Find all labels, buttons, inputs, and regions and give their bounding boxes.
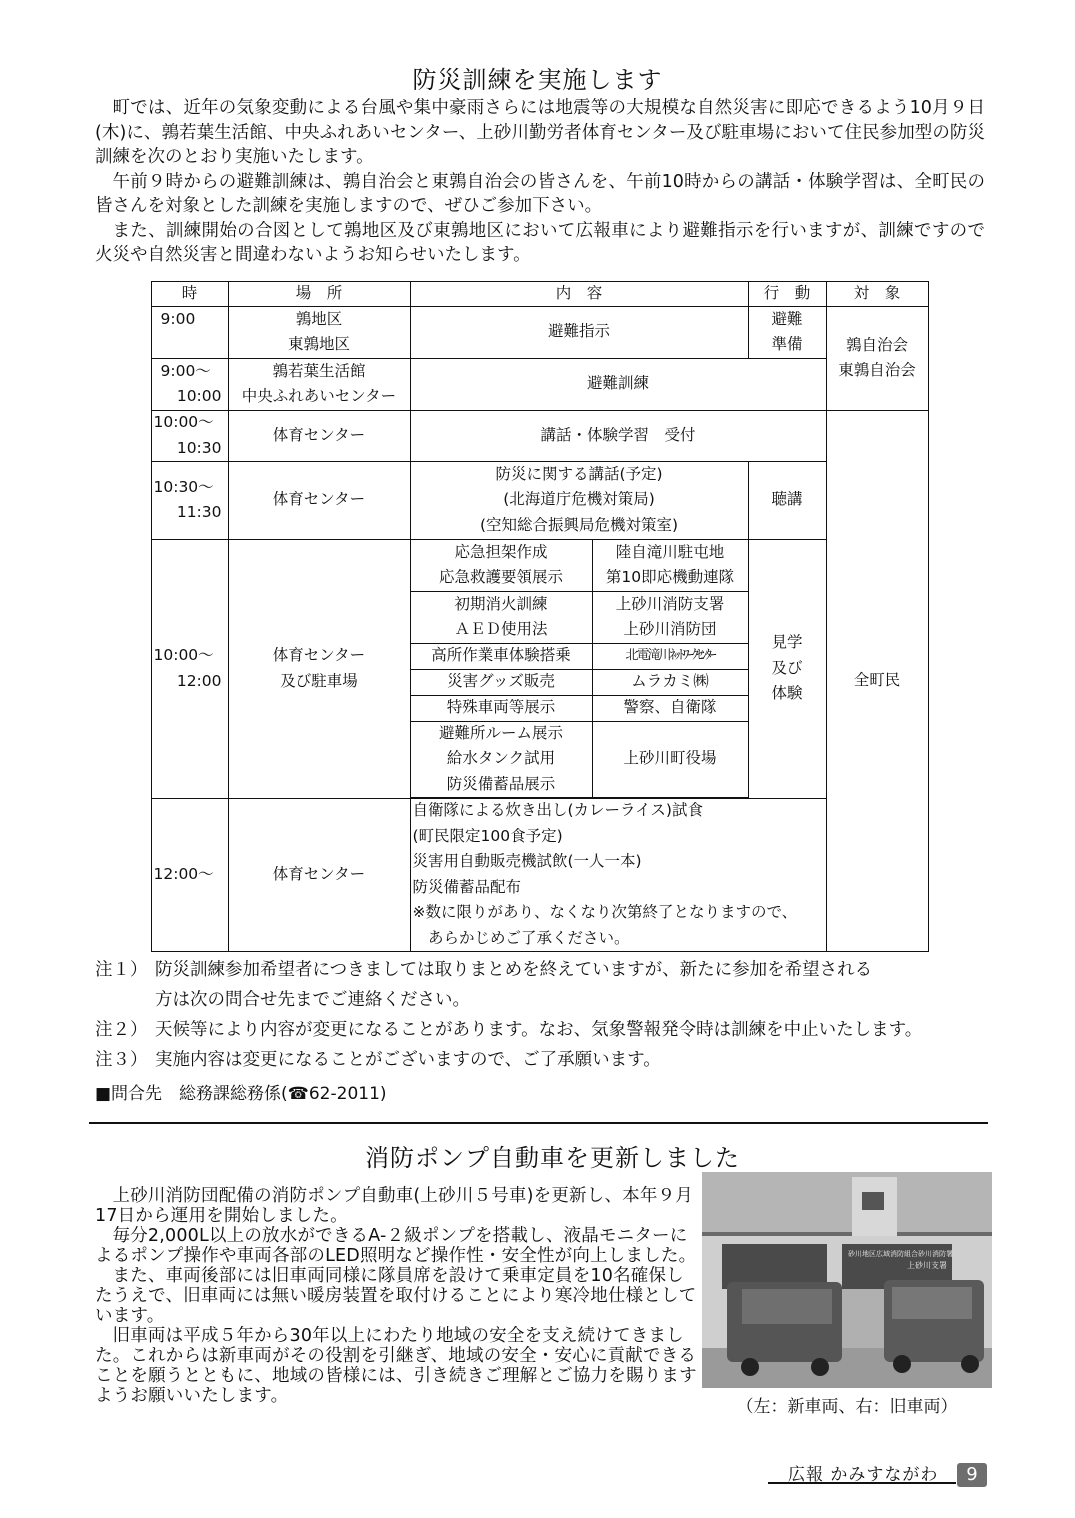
content-cell: 自衛隊による炊き出し(カレーライス)試食 (町民限定100食予定) 災害用自動販売機試飲(一人一本) 防災備蓄品配布 ※数に限りがあり、なくなり次第終了となりますので、 あらかじめご了承ください。 [410, 798, 827, 952]
header-place: 場 所 [228, 281, 411, 307]
action-cell: 避難 準備 [748, 306, 827, 359]
notes [95, 955, 995, 1075]
target-cell: 全町民 [826, 410, 929, 952]
publication-name: 広報 かみすながわ [788, 1465, 939, 1485]
paragraph: また、車両後部には旧車両同様に隊員席を設けて乗車定員を10名確保したうえで、旧車両には無い暖房装置を取付けることにより寒冷地仕様としています。 [95, 1266, 697, 1326]
header-content: 内 容 [410, 281, 749, 307]
page-number: 9 [957, 1463, 987, 1487]
paragraph: 上砂川消防団配備の消防ポンプ自動車(上砂川５号車)を更新し、本年９月17日から運用を開始しました。 [95, 1186, 693, 1226]
organizer-cell: 北電滝川ﾈｯﾄﾜｰｸｾﾝﾀｰ [592, 643, 749, 670]
paragraph: 旧車両は平成５年から30年以上にわたり地域の安全を支え続けてきました。これからは新車両がその役割を引継ぎ、地域の安全・安心に貢献できることを願うとともに、地域の皆様には、引き続きご理解とご協力を賜りますようお願いいたします。 [95, 1326, 697, 1406]
header-target: 対 象 [826, 281, 929, 307]
place-cell: 鶉若葉生活館 中央ふれあいセンター [228, 358, 411, 411]
note-item: 注３） 実施内容は変更になることがございますので、ご了承願います。 [95, 1050, 661, 1070]
section-divider [89, 1122, 988, 1124]
organizer-cell: 上砂川消防支署 上砂川消防団 [592, 591, 749, 644]
contact-info: ■問合先 総務課総務係(☎62-2011) [95, 1084, 387, 1104]
action-cell: 見学 及び 体験 [748, 539, 827, 799]
time-cell: 9:00 [151, 306, 229, 359]
schedule-table [151, 281, 929, 952]
paragraph: また、訓練開始の合図として鶉地区及び東鶉地区において広報車により避難指示を行いますが、訓練ですので火災や自然災害と間違わないようお知らせいたします。 [95, 220, 985, 265]
place-cell: 体育センター [228, 410, 411, 462]
place-cell: 体育センター [228, 798, 411, 952]
header-time: 時 [151, 281, 229, 307]
place-cell: 体育センター [228, 461, 411, 540]
fire-trucks-illustration [702, 1172, 992, 1388]
organizer-cell: 上砂川町役場 [592, 721, 749, 799]
target-cell: 鶉自治会 東鶉自治会 [826, 306, 929, 411]
note-item: 注２） 天候等により内容が変更になることがあります。なお、気象警報発令時は訓練を中止いたします。 [95, 1020, 923, 1040]
article-intro [95, 96, 985, 268]
time-cell: 9:00～ 10:00 [151, 358, 229, 411]
place-cell: 鶉地区 東鶉地区 [228, 306, 411, 359]
station-sign-sub: 上砂川支署 [907, 1261, 947, 1270]
article-body [95, 1186, 697, 1406]
organizer-cell: 警察、自衛隊 [592, 695, 749, 722]
organizer-cell: ムラカミ㈱ [592, 669, 749, 696]
photo-caption: （左：新車両、右：旧車両） [736, 1397, 958, 1417]
activity-cell: 災害グッズ販売 [410, 669, 593, 696]
activity-cell: 応急担架作成 応急救護要領展示 [410, 539, 593, 592]
time-cell: 10:00～ 12:00 [151, 539, 229, 799]
content-cell: 避難指示 [410, 306, 749, 359]
note-item: 注１） 防災訓練参加希望者につきましては取りまとめを終えていますが、新たに参加を希望される [95, 960, 873, 980]
fire-trucks-photo [702, 1172, 992, 1388]
header-action: 行 動 [748, 281, 827, 307]
place-cell: 体育センター 及び駐車場 [228, 539, 411, 799]
paragraph: 町では、近年の気象変動による台風や集中豪雨さらには地震等の大規模な自然災害に即応できるよう10月９日(木)に、鶉若葉生活館、中央ふれあいセンター、上砂川勤労者体育センター及び駐車場において住民参加型の防災訓練を次のとおり実施いたします。 [95, 98, 985, 167]
content-cell: 講話・体験学習 受付 [410, 410, 827, 462]
note-continuation: 方は次の問合せ先までご連絡ください。 [155, 990, 470, 1010]
station-sign: 砂川地区広域消防組合砂川消防署 [848, 1250, 953, 1258]
paragraph: 毎分2,000L以上の放水ができるA-２級ポンプを搭載し、液晶モニターによるポンプ操作や車両各部のLED照明など操作性・安全性が向上しました。 [95, 1226, 697, 1266]
activity-cell: 初期消火訓練 ＡＥＤ使用法 [410, 591, 593, 644]
time-cell: 10:00～ 10:30 [151, 410, 229, 462]
content-cell: 避難訓練 [410, 358, 827, 411]
activity-cell: 特殊車両等展示 [410, 695, 593, 722]
paragraph: 午前９時からの避難訓練は、鶉自治会と東鶉自治会の皆さんを、午前10時からの講話・体験学習は、全町民の皆さんを対象とした訓練を実施しますので、ぜひご参加下さい。 [95, 171, 985, 216]
content-cell: 防災に関する講話(予定) (北海道庁危機対策局) (空知総合振興局危機対策室) [410, 461, 749, 540]
time-cell: 12:00～ [151, 798, 229, 952]
article-title-fire-truck: 消防ポンプ自動車を更新しました [365, 1144, 740, 1172]
time-cell: 10:30～ 11:30 [151, 461, 229, 540]
article-title-disaster-drill: 防災訓練を実施します [412, 66, 663, 94]
organizer-cell: 陸自滝川駐屯地 第10即応機動連隊 [592, 539, 749, 592]
activity-cell: 高所作業車体験搭乗 [410, 643, 593, 670]
action-cell: 聴講 [748, 461, 827, 540]
activity-cell: 避難所ルーム展示 給水タンク試用 防災備蓄品展示 [410, 721, 593, 799]
